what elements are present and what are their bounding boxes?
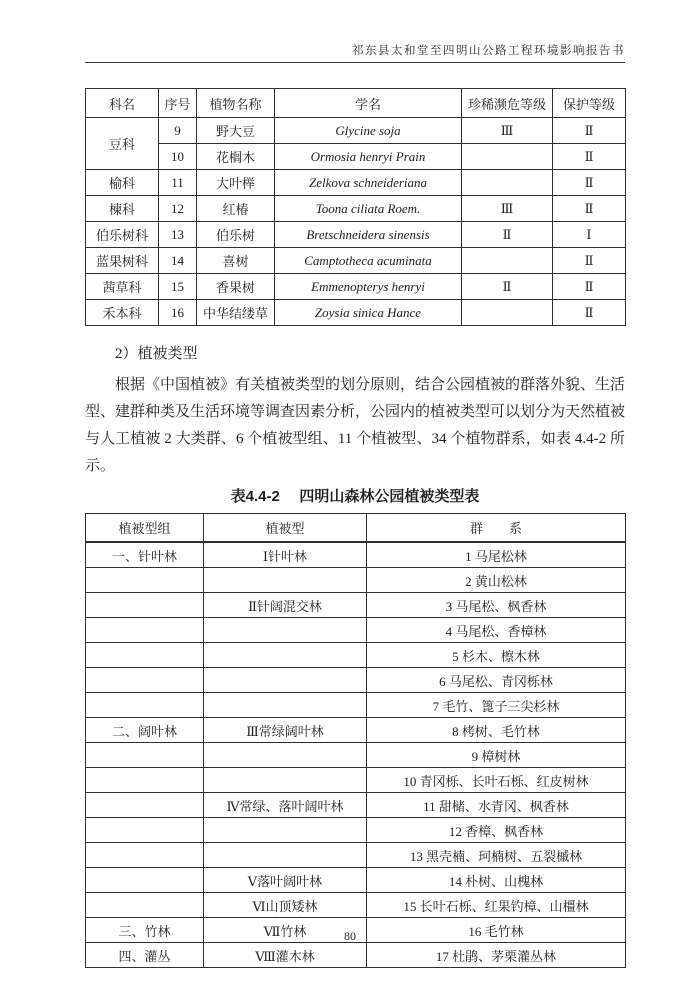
no-cell: 15 [159,274,197,300]
table2-header-row [86,514,626,543]
table2-header-group: 植被型组 [86,514,204,543]
latin-name-cell: Toona ciliata Roem. [275,196,462,222]
table-row [86,274,626,300]
table-row [86,144,626,170]
veg-group-cell: 三、竹林 [86,918,204,943]
veg-type-cell [204,668,367,693]
latin-name-cell: Ormosia henryi Prain [275,144,462,170]
veg-group-cell: 二、阔叶林 [86,718,204,743]
veg-series-cell: 7 毛竹、篦子三尖杉林 [367,693,626,718]
table-row [86,593,626,618]
table1-header-no: 序号 [159,89,197,118]
table-row [86,843,626,868]
family-cell: 榆科 [86,170,159,196]
veg-group-cell [86,618,204,643]
family-cell: 楝科 [86,196,159,222]
no-cell: 13 [159,222,197,248]
veg-type-cell [204,843,367,868]
section-heading: 2）植被类型 [115,346,198,362]
table-row [86,248,626,274]
plant-name-cell: 喜树 [197,248,275,274]
no-cell: 10 [159,144,197,170]
veg-type-cell [204,643,367,668]
table-row [86,718,626,743]
latin-name-cell: Camptotheca acuminata [275,248,462,274]
veg-group-cell [86,743,204,768]
latin-name-cell: Zelkova schneideriana [275,170,462,196]
table-row [86,618,626,643]
veg-series-cell: 13 黑壳楠、珂楠树、五裂槭林 [367,843,626,868]
veg-type-cell: Ⅱ针阔混交林 [204,593,367,618]
latin-name-cell: Bretschneidera sinensis [275,222,462,248]
body-paragraph: 根据《中国植被》有关植被类型的划分原则，结合公园植被的群落外貌、生活型、建群种类及生活环境等调查因素分析，公园内的植被类型可以划分为天然植被与人工植被 2 大类群、6 个植被型组、11 个植被型、34 个植物群系，如表 4.4-2 所示。 [85,377,626,474]
table-row [86,196,626,222]
page-number: 80 [344,929,356,943]
latin-name-cell: Zoysia sinica Hance [275,300,462,326]
table-row [86,693,626,718]
veg-type-cell: Ⅰ针叶林 [204,542,367,568]
table-row [86,222,626,248]
no-cell: 9 [159,118,197,144]
table2-caption [85,487,625,507]
protect-grade-cell: Ⅱ [553,248,626,274]
veg-series-cell: 12 香樟、枫香林 [367,818,626,843]
table2-caption-label: 表4.4-2 [230,488,280,505]
rare-plant-species-table [85,88,626,326]
rare-grade-cell: Ⅱ [462,222,553,248]
veg-series-cell: 14 朴树、山槐林 [367,868,626,893]
header-rule [85,62,625,63]
veg-group-cell [86,893,204,918]
table-row [86,943,626,968]
veg-group-cell [86,843,204,868]
veg-group-cell: 一、针叶林 [86,542,204,568]
veg-series-cell: 6 马尾松、青冈栎林 [367,668,626,693]
table2-header-series: 群 系 [367,514,626,543]
rare-grade-cell: Ⅲ [462,196,553,222]
veg-type-cell: Ⅶ竹林 [204,918,367,943]
family-cell: 禾本科 [86,300,159,326]
veg-type-cell: Ⅳ常绿、落叶阔叶林 [204,793,367,818]
plant-name-cell: 大叶榉 [197,170,275,196]
vegetation-type-table [85,513,626,968]
table2-header-type: 植被型 [204,514,367,543]
veg-series-cell: 17 杜鹃、茅栗灌丛林 [367,943,626,968]
veg-group-cell [86,593,204,618]
page-header [85,0,625,63]
veg-type-cell: Ⅲ常绿阔叶林 [204,718,367,743]
table-row [86,568,626,593]
table-row [86,743,626,768]
veg-series-cell: 5 杉木、檫木林 [367,643,626,668]
protect-grade-cell: Ⅱ [553,170,626,196]
no-cell: 12 [159,196,197,222]
plant-name-cell: 香果树 [197,274,275,300]
plant-name-cell: 红椿 [197,196,275,222]
veg-series-cell: 4 马尾松、香樟林 [367,618,626,643]
protect-grade-cell: Ⅰ [553,222,626,248]
protect-grade-cell: Ⅱ [553,274,626,300]
veg-group-cell [86,818,204,843]
veg-type-cell: Ⅷ灌木林 [204,943,367,968]
veg-group-cell: 四、灌丛 [86,943,204,968]
veg-series-cell: 8 栲树、毛竹林 [367,718,626,743]
table-row [86,793,626,818]
table-row [86,542,626,568]
veg-group-cell [86,793,204,818]
veg-group-cell [86,568,204,593]
veg-type-cell [204,743,367,768]
veg-series-cell: 11 甜槠、水青冈、枫香林 [367,793,626,818]
veg-series-cell: 2 黄山松林 [367,568,626,593]
veg-group-cell [86,693,204,718]
latin-name-cell: Glycine soja [275,118,462,144]
table1-header-name: 植物名称 [197,89,275,118]
no-cell: 11 [159,170,197,196]
latin-name-cell: Emmenopterys henryi [275,274,462,300]
table-row [86,893,626,918]
table-row [86,768,626,793]
veg-type-cell [204,818,367,843]
rare-grade-cell [462,300,553,326]
table2-caption-title: 四明山森林公园植被类型表 [299,488,480,505]
table-row [86,818,626,843]
veg-series-cell: 9 樟树林 [367,743,626,768]
no-cell: 16 [159,300,197,326]
plant-name-cell: 伯乐树 [197,222,275,248]
veg-type-cell [204,693,367,718]
no-cell: 14 [159,248,197,274]
veg-series-cell: 16 毛竹林 [367,918,626,943]
family-cell: 茜草科 [86,274,159,300]
family-cell: 蓝果树科 [86,248,159,274]
table-row [86,868,626,893]
rare-grade-cell: Ⅲ [462,118,553,144]
plant-name-cell: 中华结缕草 [197,300,275,326]
family-cell: 豆科 [86,118,159,170]
veg-group-cell [86,668,204,693]
protect-grade-cell: Ⅱ [553,196,626,222]
plant-name-cell: 花榈木 [197,144,275,170]
veg-series-cell: 10 青冈栎、长叶石栎、红皮树林 [367,768,626,793]
veg-type-cell: Ⅵ山顶矮林 [204,893,367,918]
table1-header-row [86,89,626,118]
table-row [86,668,626,693]
rare-grade-cell [462,170,553,196]
table1-header-protect: 保护等级 [553,89,626,118]
table-row [86,300,626,326]
veg-type-cell [204,618,367,643]
table1-header-latin: 学名 [275,89,462,118]
veg-group-cell [86,868,204,893]
protect-grade-cell: Ⅱ [553,300,626,326]
rare-grade-cell [462,248,553,274]
protect-grade-cell: Ⅱ [553,118,626,144]
veg-type-cell: Ⅴ落叶阔叶林 [204,868,367,893]
veg-group-cell [86,643,204,668]
veg-series-cell: 3 马尾松、枫香林 [367,593,626,618]
table-row [86,643,626,668]
veg-series-cell: 1 马尾松林 [367,542,626,568]
header-title: 祁东县太和堂至四明山公路工程环境影响报告书 [352,45,625,57]
rare-grade-cell [462,144,553,170]
table-row [86,118,626,144]
table-row [86,170,626,196]
family-cell: 伯乐树科 [86,222,159,248]
veg-series-cell: 15 长叶石栎、红果钓樟、山橿林 [367,893,626,918]
rare-grade-cell: Ⅱ [462,274,553,300]
plant-name-cell: 野大豆 [197,118,275,144]
table1-header-family: 科名 [86,89,159,118]
protect-grade-cell: Ⅱ [553,144,626,170]
table1-header-rare: 珍稀濒危等级 [462,89,553,118]
veg-group-cell [86,768,204,793]
veg-type-cell [204,768,367,793]
veg-type-cell [204,568,367,593]
